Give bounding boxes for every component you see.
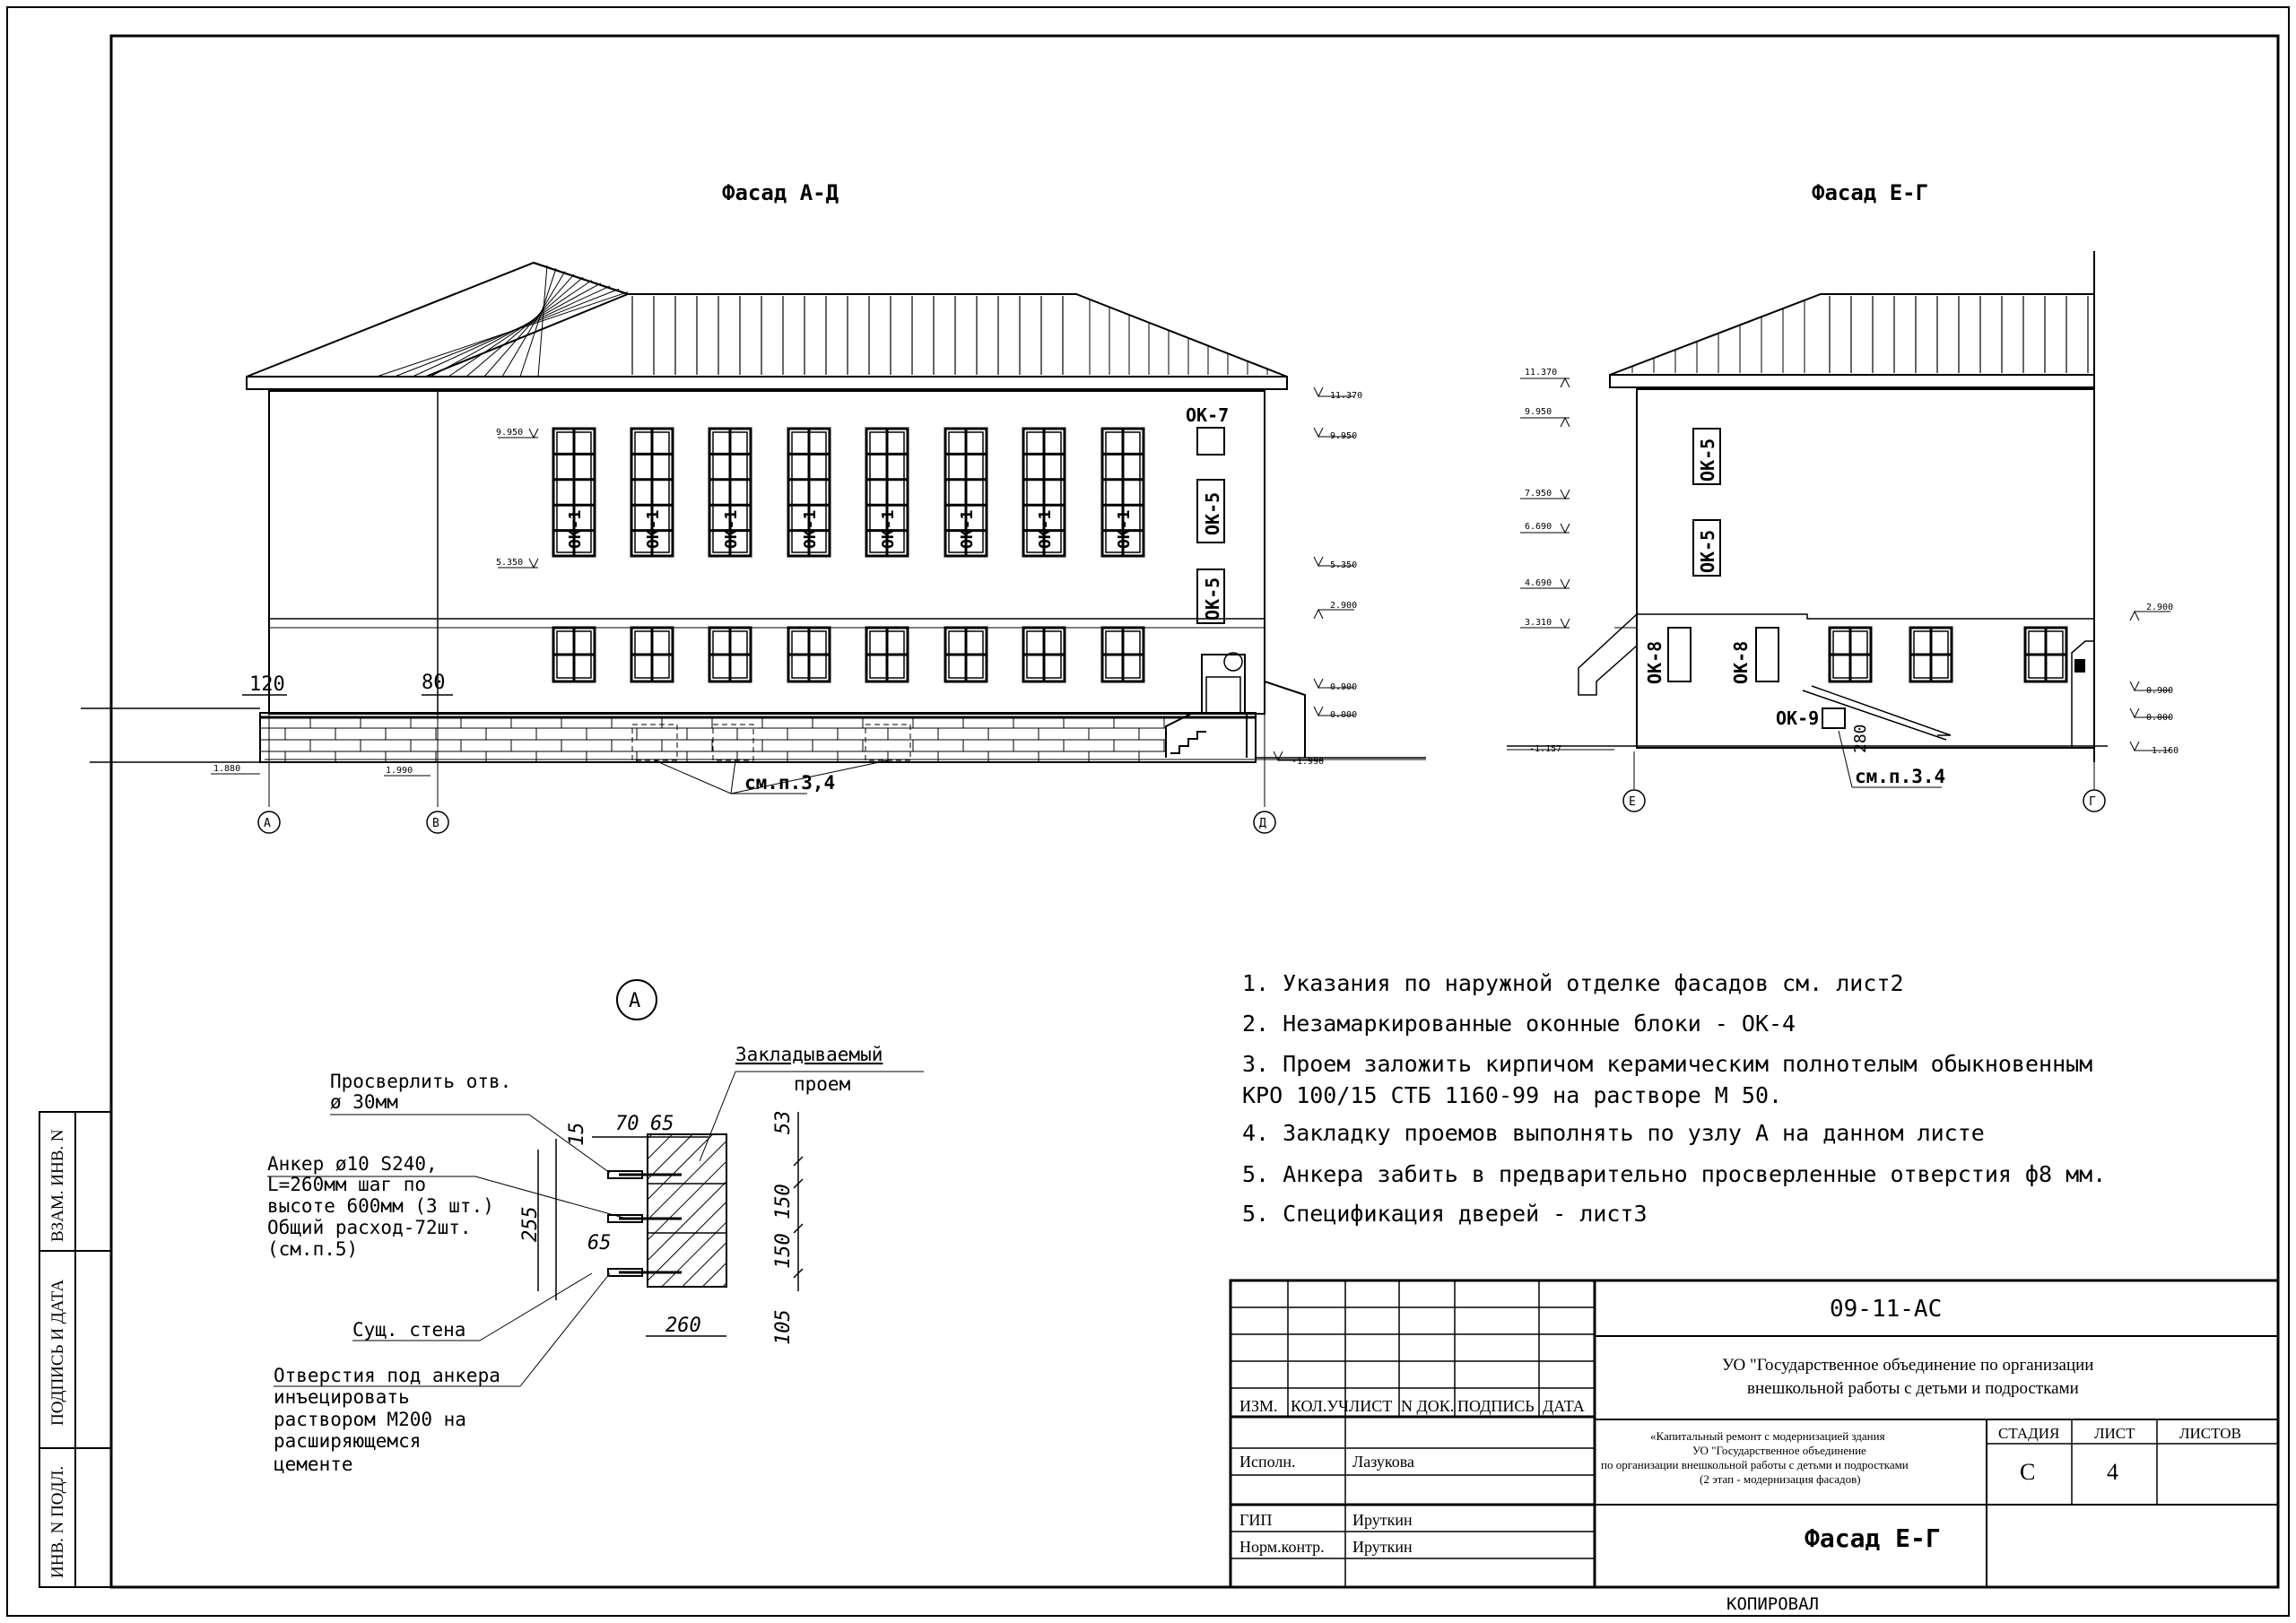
tag-ok5-b: ОК-5: [1202, 577, 1223, 621]
tb-name-1: Лазукова: [1352, 1453, 1415, 1471]
svg-text:3.310: 3.310: [1525, 618, 1552, 628]
note-1: 1. Указания по наружной отделке фасадов см. лист2: [1242, 970, 1904, 996]
tb-header-list: ЛИСТ: [1349, 1397, 1393, 1415]
tb-project-3: по организации внешкольной работы с детьми и подростками: [1601, 1458, 1909, 1471]
window-mark: ОК-1: [722, 509, 741, 549]
tb-org-1: УО "Государственное объединение по организации: [1722, 1356, 2094, 1375]
svg-text:2.900: 2.900: [1330, 601, 1358, 611]
svg-text:-1.157: -1.157: [1529, 744, 1562, 754]
svg-text:65: 65: [650, 1113, 674, 1135]
window: [2025, 628, 2066, 681]
tb-name-3: Ируткин: [1352, 1538, 1413, 1556]
note-2: 2. Незамаркированные оконные блоки - ОК-4: [1242, 1011, 1796, 1037]
svg-text:0.000: 0.000: [1330, 710, 1358, 720]
ref-note-eg: см.п.3.4: [1855, 766, 1946, 787]
ref-note-ad: см.п.3,4: [744, 772, 836, 794]
window: [553, 628, 595, 681]
label-opening-1: Закладываемый: [735, 1044, 883, 1065]
axis-d: Д: [1259, 817, 1266, 830]
label-holes-1: Отверстия под анкера: [274, 1365, 500, 1386]
svg-text:0.900: 0.900: [2146, 686, 2174, 696]
window: [709, 429, 751, 556]
label-anchor-5: (см.п.5): [267, 1238, 359, 1260]
stamp-vzam: ВЗАМ. ИНВ. N: [48, 1129, 67, 1242]
tb-project-4: (2 этап - модернизация фасадов): [1700, 1472, 1861, 1486]
window: [1023, 429, 1065, 556]
axis-v: В: [432, 817, 439, 830]
svg-text:150: 150: [772, 1233, 795, 1269]
label-wall: Сущ. стена: [352, 1319, 466, 1341]
svg-text:105: 105: [772, 1309, 795, 1345]
svg-text:1.880: 1.880: [213, 764, 241, 774]
tag-eg-ok8-a: ОК-8: [1644, 640, 1665, 684]
window: [1102, 628, 1144, 681]
tb-name-2: Ируткин: [1352, 1511, 1413, 1529]
label-anchor-2: L=260мм шаг по: [267, 1174, 427, 1195]
note-6: 5. Спецификация дверей - лист3: [1242, 1201, 1648, 1227]
tb-sheet-label: ЛИСТ: [2094, 1425, 2135, 1442]
facade-ad-title: Фасад А-Д: [722, 180, 839, 205]
window: [631, 628, 673, 681]
note-3: 3. Проем заложить кирпичом керамическим полнотелым обыкновенным: [1242, 1051, 2093, 1077]
svg-text:53: 53: [772, 1110, 795, 1134]
window: [1830, 628, 1871, 681]
note-4: 4. Закладку проемов выполнять по узлу А на данном листе: [1242, 1120, 1985, 1146]
svg-text:150: 150: [772, 1184, 795, 1219]
svg-text:0.000: 0.000: [2146, 713, 2174, 723]
window: [788, 628, 830, 681]
svg-text:5.350: 5.350: [496, 558, 524, 568]
detail-mark: А: [629, 990, 641, 1012]
svg-text:9.950: 9.950: [1525, 407, 1552, 417]
tb-org-2: внешкольной работы с детьми и подростками: [1747, 1379, 2079, 1398]
label-anchor-3: высоте 600мм (3 шт.): [267, 1195, 494, 1217]
tag-ok7: ОК-7: [1186, 404, 1230, 426]
window: [553, 429, 595, 556]
tb-stage: С: [2020, 1459, 2036, 1485]
footer-copied: КОПИРОВАЛ: [1726, 1594, 1819, 1614]
windows-eg: [1830, 628, 2066, 681]
tag-eg-ok5-a: ОК-5: [1697, 438, 1718, 482]
window: [945, 628, 987, 681]
svg-text:9.950: 9.950: [1330, 431, 1358, 441]
window: [1102, 429, 1144, 556]
axis-e: Е: [1629, 795, 1636, 809]
dim-80: 80: [422, 672, 446, 694]
window: [866, 429, 908, 556]
axis-a: А: [264, 817, 271, 830]
tag-eg-ok9: ОК-9: [1776, 707, 1820, 729]
window-mark: ОК-1: [644, 509, 663, 549]
tb-project-1: «Капитальный ремонт с модернизацией здания: [1650, 1429, 1885, 1443]
label-anchor-4: Общий расход-72шт.: [267, 1217, 472, 1238]
svg-text:255: 255: [519, 1206, 542, 1242]
tb-header-podpis: ПОДПИСЬ: [1457, 1397, 1535, 1415]
window-mark: ОК-1: [566, 509, 585, 549]
svg-text:70: 70: [615, 1113, 639, 1135]
svg-text:9.950: 9.950: [496, 428, 524, 438]
tb-header-izm: ИЗМ.: [1239, 1397, 1278, 1415]
svg-text:7.950: 7.950: [1525, 489, 1552, 499]
tb-role-1: Исполн.: [1239, 1453, 1296, 1471]
window: [709, 628, 751, 681]
infill-hatch: [648, 1134, 726, 1287]
tag-ok5-a: ОК-5: [1202, 491, 1223, 535]
label-holes-4: расширяющемся: [274, 1430, 422, 1452]
svg-text:11.370: 11.370: [1330, 391, 1363, 401]
label-opening-2: проем: [794, 1073, 851, 1095]
dim-120: 120: [249, 673, 285, 696]
label-anchor-1: Анкер ø10 S240,: [267, 1153, 438, 1175]
tag-eg-ok5-b: ОК-5: [1697, 529, 1718, 573]
tb-project-2: УО "Государственное объединение: [1692, 1444, 1866, 1457]
label-drill-1: Просверлить отв.: [330, 1071, 512, 1092]
svg-text:-1.990: -1.990: [1292, 757, 1325, 767]
tb-role-3: Норм.контр.: [1239, 1538, 1325, 1556]
tb-sheet: 4: [2107, 1459, 2118, 1485]
svg-text:11.370: 11.370: [1525, 368, 1558, 378]
stamp-inv-podl: ИНВ. N ПОДЛ.: [48, 1465, 67, 1578]
tb-header-ndok: N ДОК.: [1401, 1397, 1455, 1415]
window-mark: ОК-1: [1036, 509, 1055, 549]
svg-text:6.690: 6.690: [1525, 522, 1552, 532]
svg-text:1.990: 1.990: [386, 766, 413, 776]
svg-text:5.350: 5.350: [1330, 560, 1358, 570]
svg-text:65: 65: [587, 1232, 612, 1254]
dim-eg-280: 280: [1851, 724, 1870, 753]
window-mark: ОК-1: [1115, 509, 1134, 549]
tb-header-kol: КОЛ.УЧ: [1291, 1397, 1349, 1415]
svg-text:2.900: 2.900: [2146, 603, 2174, 612]
window: [788, 429, 830, 556]
window: [945, 429, 987, 556]
label-holes-5: цементе: [274, 1454, 353, 1475]
tb-role-2: ГИП: [1239, 1511, 1273, 1529]
tb-header-data: ДАТА: [1543, 1397, 1585, 1415]
svg-text:4.690: 4.690: [1525, 578, 1552, 588]
svg-text:-1.160: -1.160: [2146, 746, 2179, 756]
tag-eg-ok8-b: ОК-8: [1730, 640, 1752, 684]
note-5: 5. Анкера забить в предварительно просверленные отверстия ф8 мм.: [1242, 1161, 2107, 1187]
label-drill-2: ø 30мм: [330, 1091, 398, 1113]
svg-text:0.900: 0.900: [1330, 682, 1358, 692]
svg-text:15: 15: [566, 1122, 588, 1146]
stamp-podpis: ПОДПИСЬ И ДАТА: [48, 1279, 67, 1426]
window-mark: ОК-1: [801, 509, 820, 549]
window: [866, 628, 908, 681]
window-mark: ОК-1: [958, 509, 977, 549]
window: [1023, 628, 1065, 681]
label-holes-2: инъецировать: [274, 1386, 410, 1408]
svg-text:260: 260: [665, 1315, 701, 1337]
label-holes-3: раствором М200 на: [274, 1409, 466, 1430]
note-3b: КРО 100/15 СТБ 1160-99 на растворе М 50.: [1242, 1082, 1783, 1108]
tb-sheets-label: ЛИСТОВ: [2179, 1425, 2241, 1442]
window: [1910, 628, 1952, 681]
window: [631, 429, 673, 556]
axis-g: Г: [2089, 795, 2096, 809]
facade-eg-title: Фасад Е-Г: [1812, 180, 1929, 205]
tb-code: 09-11-АС: [1830, 1296, 1943, 1323]
tb-sheet-title: Фасад Е-Г: [1805, 1523, 1941, 1553]
tb-stage-label: СТАДИЯ: [1998, 1425, 2060, 1442]
window-mark: ОК-1: [879, 509, 898, 549]
